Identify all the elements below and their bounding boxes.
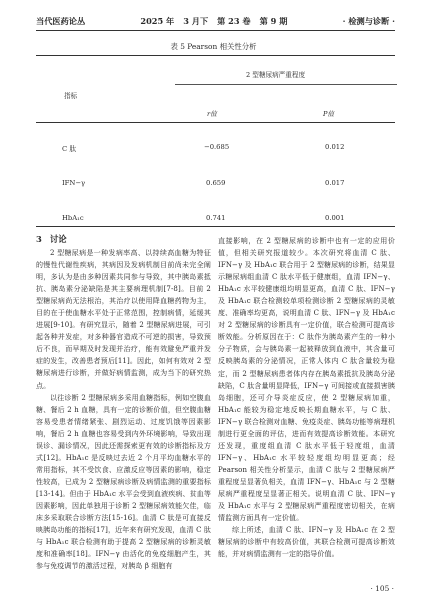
page-number: · 105 · [370, 584, 394, 593]
header-rule [36, 30, 395, 31]
right-column [218, 235, 395, 560]
issue-number: 第 9 期 [259, 15, 288, 26]
table-row-header: 指标 [64, 92, 78, 100]
table-row-label: C 肽 [62, 145, 77, 153]
body-paragraph: 直接影响，在 2 型糖尿病的诊断中也有一定的应用价值，但相关研究报道较少。本次研究将血清 C 肽、IFN−γ 及 HbA₁c 联合用于 2 型糖尿病的诊断，结果显示糖尿病组血清 C 肽水平低于健康组，血清 IFN−γ、HbA₁c 水平较健康组均明显更高，血清 C 肽、IFN−γ 及 HbA₁c 联合检测较单项检测诊断 2 型糖尿病的灵敏度、准确率均更高，说明血清 C 肽、IFN−γ 及 HbA₁c 对 2 型糖尿病的诊断具有一定价值，联合检测可提高诊断效能。分析原因在于：C 肽作为胰岛素产生的一种小分子物质，会与胰岛素一起被释放到血液中，其含量可反映胰岛素的分泌情况，正常人体内 C 肽含量较为稳定，而 2 型糖尿病患者体内存在胰岛素抵抗及胰岛分泌缺陷，C 肽含量明显降低，IFN−γ 可间接或直接损害胰岛细胞，还可介导炎症反应，使 2 型糖尿病加重，HbA₁c 能较为稳定地反映长期血糖水平，与 C 肽、IFN−γ 联合检测对血糖、免疫炎症、胰岛功能等病理机制进行更全面的评估，进而有效提高诊断效能。本研究还发现，重度组血清 C 肽水平低于轻度组，血清 IFN−γ、HbA₁c 水平较轻度组均明显更高；经 Pearson 相关性分析显示，血清 C 肽与 2 型糖尿病严重程度呈显著负相关，血清 IFN−γ、HbA₁c 与 2 型糖尿病严重程度呈显著正相关。说明血清 C 肽、IFN−γ 及 HbA₁c 水平与 2 型糖尿病严重程度密切相关，在病情监测方面具有一定价值。 [218, 237, 395, 523]
issue-volume: 第 23 卷 [217, 15, 251, 26]
left-column [36, 247, 211, 572]
table-cell-r: 0.659 [206, 179, 226, 187]
body-paragraph: 2 型糖尿病是一种发病率高、以持续高血糖为特征的慢性代谢性疾病，其病因及发病机制目前尚未完全阐明，多认为是由多种因素共同参与导致，其中胰岛素抵抗、胰岛素分泌缺陷是其主要病理机制[7-8]。目前 2 型糖尿病尚无法根治，其治疗以使用降血糖药物为主，目的在于使血糖水平处于正常范围，控制病情，延缓其进展[9-10]。有研究显示，随着 2 型糖尿病进展，可引起各种并发症，对多种器官造成不可逆的损害，导致预后不良，而早期及时发现并治疗，能有效避免严重并发症的发生，改善患者预后[11]。因此，如何有效对 2 型糖尿病进行诊断，并做好病情监测，成为当下的研究热点。 [36, 249, 211, 390]
table-col-r: r值 [207, 110, 217, 118]
issue-month: 3 月下 [183, 15, 209, 26]
table-cell-p: 0.017 [325, 179, 345, 187]
table-caption: 表 5 Pearson 相关性分析 [170, 42, 257, 51]
table-header-rule [36, 122, 395, 123]
table-top-rule [36, 55, 395, 56]
table-cell-r: −0.685 [204, 143, 230, 151]
body-paragraph: 综上所述，血清 C 肽、IFN−γ 及 HbA₁c 在 2 型糖尿病的诊断中有较高价值，其联合检测可提高诊断效能，并对病情监测有一定的指导价值。 [218, 526, 395, 559]
section-number: 3 [36, 234, 42, 244]
journal-name: 当代医药论丛 [36, 15, 86, 26]
body-paragraph: 以往诊断 2 型糖尿病多采用血糖指标，例如空腹血糖、餐后 2 h 血糖，具有一定的诊断价值，但空腹血糖容易受患者情绪紧张、剧烈运动、过度饥饿等因素影响，餐后 2 h 血糖也容易受到内外环境影响，导致出现误诊、漏诊情况，因此还需探索更有效的诊断指标及方式[12]。HbA₁c 是反映过去近 2 个月平均血糖水平的常用指标，其不受饮食、应激反应等因素的影响，稳定性较高，已成为 2 型糖尿病诊断及病情监测的重要指标[13-14]。但由于 HbA₁c 水平会受到血液疾病、贫血等因素影响，因此单独用于诊断 2 型糖尿病效能欠佳，临床多采取联合诊断方法[15-16]。血清 C 肽是可直接反映胰岛功能的指标[17]，近年来有研究发现，血清 C 肽与 HbA₁c 联合检测有助于提高 2 型糖尿病的诊断灵敏度和准确率[18]。IFN−γ 由活化的免疫细胞产生，其参与免疫调节的激活过程，对胰岛 β 细胞有 [36, 393, 211, 571]
running-header [36, 14, 395, 28]
table-cell-r: 0.741 [206, 214, 226, 222]
table-group-header: 2 型糖尿病严重程度 [246, 71, 306, 79]
section-title: 讨论 [49, 234, 67, 244]
table-col-p: P值 [323, 110, 335, 118]
table-bottom-rule [36, 226, 395, 227]
table-cell-p: 0.012 [325, 143, 345, 151]
issue-info [85, 16, 343, 27]
section-heading [36, 233, 75, 245]
table-row-label: IFN−γ [62, 179, 86, 187]
issue-year: 2025 年 [140, 15, 175, 26]
table-group-rule [175, 84, 397, 85]
table-cell-p: 0.001 [325, 214, 345, 222]
section-name: · 检测与诊断 · [342, 15, 395, 26]
table-row-label: HbA₁c [62, 214, 84, 222]
